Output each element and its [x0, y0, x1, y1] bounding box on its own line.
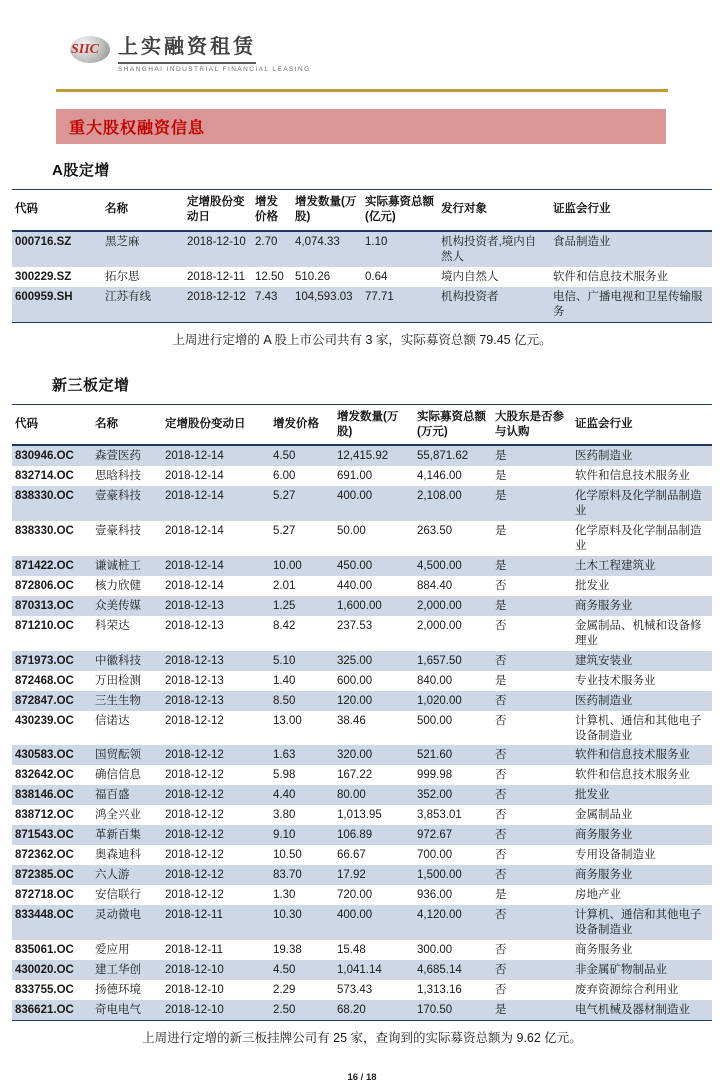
table-cell: 否 [495, 654, 507, 667]
table-cell: 836621.OC [15, 1003, 74, 1016]
page-number: 16 / 18 [347, 1071, 377, 1083]
table-cell: 思晗科技 [95, 470, 141, 483]
table-cell: 2018-12-12 [187, 290, 246, 303]
table-cell: 38.46 [337, 714, 366, 727]
table-cell: 核力欣健 [95, 580, 141, 592]
table-cell: 2018-12-10 [165, 983, 224, 996]
table-cell: 灵动微电 [95, 908, 141, 921]
table-cell: 6.00 [273, 470, 296, 483]
gold-divider [56, 89, 668, 92]
table-row [12, 445, 712, 466]
table-cell: 化学原料及化学制品制造业 [575, 490, 702, 518]
table-cell: 838330.OC [15, 525, 74, 538]
table-cell: 1.30 [273, 889, 296, 901]
table-cell: 838712.OC [15, 809, 74, 822]
table-cell: 870313.OC [15, 599, 74, 612]
table-cell: 2018-12-14 [165, 450, 224, 463]
table-cell: 1.25 [273, 599, 296, 612]
table-cell: 884.40 [417, 580, 453, 592]
table-cell: 商务服务业 [575, 599, 633, 612]
table-cell: 2018-12-14 [165, 580, 224, 592]
table-cell: 商务服务业 [575, 829, 633, 842]
table-row [12, 231, 712, 267]
table-cell: 软件和信息技术服务业 [575, 470, 690, 483]
table-cell: 12,415.92 [337, 450, 389, 463]
table-cell: 2018-12-12 [165, 789, 224, 802]
table-cell: 奥森迪科 [95, 849, 141, 862]
table-row [12, 885, 712, 905]
table-cell: 500.00 [417, 714, 453, 727]
table-cell: 2.50 [273, 1003, 296, 1016]
table-cell: 壹豪科技 [95, 490, 141, 503]
table-cell: 商务服务业 [575, 869, 633, 882]
table-cell: 1,013.95 [337, 809, 382, 822]
table-cell: 众美传媒 [95, 599, 141, 612]
table-cell: 19.38 [273, 943, 302, 956]
table-cell: 否 [495, 908, 507, 921]
table-cell: 房地产业 [575, 889, 621, 901]
table-cell: 521.60 [417, 749, 453, 762]
table-row [12, 785, 712, 805]
table-cell: 1,041.14 [337, 963, 382, 976]
table-cell: 700.00 [417, 849, 453, 862]
table-row [12, 466, 712, 486]
table-cell: 2018-12-12 [165, 869, 224, 882]
table-cell: 2.29 [273, 983, 296, 996]
table-cell: 15.48 [337, 943, 366, 956]
table-cell: 55,871.62 [417, 450, 469, 463]
table-row [12, 905, 712, 940]
brand-logo-group [70, 30, 724, 73]
table-cell: 13.00 [273, 714, 302, 727]
table-cell: 金属制品、机械和设备修理业 [575, 619, 702, 647]
table-cell: 土木工程建筑业 [575, 560, 656, 573]
table-cell: 否 [495, 789, 507, 802]
banner-title: 重大股权融资信息 [69, 120, 206, 137]
table-cell: 2018-12-12 [165, 749, 224, 762]
table-cell: 5.27 [273, 490, 296, 503]
table-cell: 是 [495, 599, 507, 612]
table-cell: 建筑安装业 [575, 654, 633, 667]
table-cell: 691.00 [337, 470, 373, 483]
table-cell: 福百盛 [95, 789, 130, 802]
table-cell: 爱应用 [95, 943, 130, 956]
table-cell: 机构投资者,境内自然人 [441, 235, 537, 263]
a-share-placement-table [12, 189, 712, 323]
table-cell: 2018-12-13 [165, 654, 224, 667]
table-row [12, 765, 712, 785]
table-cell: 中徽科技 [95, 654, 141, 667]
table-cell: 2018-12-13 [165, 599, 224, 612]
table-cell: 软件和信息技术服务业 [575, 749, 690, 762]
table-cell: 2018-12-10 [187, 235, 246, 248]
table-cell: 2018-12-12 [165, 849, 224, 862]
column-header: 实际募资总额(万元) [414, 404, 492, 445]
table-cell: 4,120.00 [417, 908, 462, 921]
brand-name-en: SHANGHAI INDUSTRIAL FINANCIAL LEASING [118, 66, 311, 73]
table-cell: 1,657.50 [417, 654, 462, 667]
table-cell: 商务服务业 [575, 943, 633, 956]
table-cell: 谦诚桩工 [95, 560, 141, 573]
a-share-summary: 上周进行定增的 A 股上市公司共有 3 家，实际募资总额 79.45 亿元。 [172, 332, 552, 347]
table-cell: 2018-12-10 [165, 1003, 224, 1016]
table-cell: 167.22 [337, 769, 373, 782]
column-header: 代码 [12, 190, 102, 231]
table-cell: 720.00 [337, 889, 373, 901]
table-row [12, 825, 712, 845]
table-cell: 600959.SH [15, 290, 73, 303]
table-row [12, 671, 712, 691]
table-cell: 3.80 [273, 809, 296, 822]
table-cell: 400.00 [337, 908, 373, 921]
table-cell: 573.43 [337, 983, 373, 996]
table-cell: 否 [495, 943, 507, 956]
table-cell: 440.00 [337, 580, 373, 592]
column-header: 证监会行业 [550, 190, 712, 231]
table-cell: 835061.OC [15, 943, 74, 956]
column-header: 代码 [12, 404, 92, 445]
siic-logo-text: SIIC [71, 42, 100, 57]
column-header: 定增股份变动日 [184, 190, 252, 231]
section-title-a-share: A股定增 [52, 162, 110, 179]
table-cell: 830946.OC [15, 450, 74, 463]
table-cell: 否 [495, 829, 507, 842]
table-cell: 计算机、通信和其他电子设备制造业 [575, 908, 702, 936]
table-body [12, 445, 712, 1020]
table-row [12, 960, 712, 980]
table-cell: 871973.OC [15, 654, 74, 667]
table-cell: 2018-12-13 [165, 674, 224, 687]
column-header: 名称 [92, 404, 162, 445]
table-cell: 600.00 [337, 674, 373, 687]
table-cell: 300229.SZ [15, 270, 72, 283]
table-cell: 否 [495, 714, 507, 727]
table-cell: 833755.OC [15, 983, 74, 996]
table-cell: 医药制造业 [575, 450, 633, 463]
table-cell: 是 [495, 490, 507, 503]
table-row [12, 651, 712, 671]
table-cell: 化学原料及化学制品制造业 [575, 525, 702, 553]
table-cell: 832642.OC [15, 769, 74, 782]
table-cell: 5.27 [273, 525, 296, 538]
table-cell: 2.01 [273, 580, 296, 592]
table-cell: 1.40 [273, 674, 296, 687]
siic-globe-icon [70, 36, 110, 63]
table-cell: 医药制造业 [575, 694, 633, 707]
table-header-row [12, 190, 712, 231]
table-row [12, 521, 712, 556]
table-cell: 万田检测 [95, 674, 141, 687]
table-row [12, 1000, 712, 1020]
table-cell: 872362.OC [15, 849, 74, 862]
neeq-placement-table [12, 404, 712, 1021]
table-cell: 2018-12-14 [165, 560, 224, 573]
table-cell: 104,593.03 [295, 290, 353, 303]
table-cell: 扬德环境 [95, 983, 141, 996]
table-cell: 金属制品业 [575, 809, 633, 822]
table-cell: 2018-12-12 [165, 769, 224, 782]
table-cell: 否 [495, 769, 507, 782]
table-cell: 68.20 [337, 1003, 366, 1016]
table-cell: 六人游 [95, 869, 130, 882]
table-cell: 否 [495, 983, 507, 996]
table-cell: 专业技术服务业 [575, 674, 656, 687]
neeq-summary: 上周进行定增的新三板挂牌公司有 25 家，查询到的实际募资总额为 9.62 亿元。 [142, 1030, 582, 1045]
column-header: 证监会行业 [572, 404, 712, 445]
table-cell: 1.63 [273, 749, 296, 762]
table-cell: 4,146.00 [417, 470, 462, 483]
table-row [12, 691, 712, 711]
table-cell: 352.00 [417, 789, 453, 802]
table-cell: 1,500.00 [417, 869, 462, 882]
table-cell: 325.00 [337, 654, 373, 667]
table-cell: 是 [495, 450, 507, 463]
table-cell: 2018-12-12 [165, 889, 224, 901]
table-cell: 430583.OC [15, 749, 74, 762]
table-cell: 森萱医药 [95, 450, 141, 463]
table-cell: 2018-12-14 [165, 470, 224, 483]
table-cell: 8.50 [273, 694, 296, 707]
table-cell: 10.30 [273, 908, 302, 921]
table-cell: 83.70 [273, 869, 302, 882]
table-cell: 黑芝麻 [105, 235, 140, 248]
table-row [12, 745, 712, 765]
table-cell: 革新百集 [95, 829, 141, 842]
table-cell: 建工华创 [95, 963, 141, 976]
table-cell: 8.42 [273, 619, 296, 632]
table-cell: 2018-12-11 [165, 943, 223, 956]
table-cell: 10.00 [273, 560, 302, 573]
table-cell: 872385.OC [15, 869, 74, 882]
table-cell: 信诺达 [95, 714, 130, 727]
table-cell: 2018-12-12 [165, 714, 224, 727]
table-cell: 4.50 [273, 963, 296, 976]
brand-name-cn: 上实融资租赁 [118, 30, 256, 64]
table-cell: 300.00 [417, 943, 453, 956]
table-cell: 计算机、通信和其他电子设备制造业 [575, 714, 702, 742]
table-cell: 4,500.00 [417, 560, 462, 573]
table-cell: 7.43 [255, 290, 278, 303]
table-cell: 833448.OC [15, 908, 74, 921]
table-cell: 000716.SZ [15, 235, 72, 248]
table-cell: 972.67 [417, 829, 453, 842]
table-cell: 境内自然人 [441, 270, 499, 283]
table-header-row [12, 404, 712, 445]
table-cell: 2,000.00 [417, 599, 462, 612]
table-cell: 1,313.16 [417, 983, 462, 996]
table-cell: 66.67 [337, 849, 366, 862]
table-cell: 电信、广播电视和卫星传输服务 [553, 290, 703, 318]
column-header: 发行对象 [438, 190, 550, 231]
table-cell: 832714.OC [15, 470, 74, 483]
table-cell: 4,074.33 [295, 235, 340, 248]
table-cell: 1,600.00 [337, 599, 382, 612]
table-cell: 批发业 [575, 580, 610, 592]
table-cell: 430239.OC [15, 714, 74, 727]
table-cell: 9.10 [273, 829, 296, 842]
column-header: 定增股份变动日 [162, 404, 270, 445]
table-cell: 废弃资源综合利用业 [575, 983, 679, 996]
table-cell: 120.00 [337, 694, 373, 707]
table-cell: 壹豪科技 [95, 525, 141, 538]
table-cell: 是 [495, 889, 507, 901]
column-header: 增发价格 [270, 404, 334, 445]
table-cell: 0.64 [365, 270, 388, 283]
table-row [12, 845, 712, 865]
table-cell: 2,108.00 [417, 490, 462, 503]
table-row [12, 711, 712, 746]
table-cell: 872806.OC [15, 580, 74, 592]
table-row [12, 576, 712, 596]
table-cell: 江苏有线 [105, 290, 151, 303]
table-cell: 1,020.00 [417, 694, 462, 707]
table-cell: 奇电电气 [95, 1003, 141, 1016]
table-row [12, 267, 712, 287]
table-row [12, 865, 712, 885]
table-cell: 非金属矿物制品业 [575, 963, 667, 976]
table-cell: 是 [495, 470, 507, 483]
table-cell: 4.40 [273, 789, 296, 802]
table-cell: 2.70 [255, 235, 278, 248]
table-cell: 4.50 [273, 450, 296, 463]
table-cell: 838146.OC [15, 789, 74, 802]
table-cell: 936.00 [417, 889, 453, 901]
column-header: 大股东是否参与认购 [492, 404, 572, 445]
table-cell: 确信信息 [95, 769, 141, 782]
table-cell: 999.98 [417, 769, 453, 782]
table-cell: 2018-12-11 [187, 270, 245, 283]
column-header: 增发数量(万股) [292, 190, 362, 231]
table-cell: 1.10 [365, 235, 388, 248]
column-header: 增发数量(万股) [334, 404, 414, 445]
table-cell: 5.98 [273, 769, 296, 782]
table-cell: 430020.OC [15, 963, 74, 976]
table-row [12, 287, 712, 322]
table-cell: 80.00 [337, 789, 366, 802]
table-cell: 4,685.14 [417, 963, 462, 976]
table-cell: 专用设备制造业 [575, 849, 656, 862]
table-cell: 2018-12-10 [165, 963, 224, 976]
table-cell: 237.53 [337, 619, 373, 632]
table-row [12, 486, 712, 521]
table-cell: 否 [495, 619, 507, 632]
table-cell: 5.10 [273, 654, 296, 667]
table-cell: 科荣达 [95, 619, 130, 632]
table-cell: 2018-12-13 [165, 694, 224, 707]
table-cell: 77.71 [365, 290, 394, 303]
table-cell: 是 [495, 560, 507, 573]
table-body [12, 231, 712, 322]
table-cell: 838330.OC [15, 490, 74, 503]
table-cell: 12.50 [255, 270, 284, 283]
table-cell: 170.50 [417, 1003, 453, 1016]
table-cell: 871210.OC [15, 619, 74, 632]
table-cell: 872468.OC [15, 674, 74, 687]
table-cell: 安信联行 [95, 889, 141, 901]
column-header: 增发价格 [252, 190, 292, 231]
table-cell: 国贸酝领 [95, 749, 141, 762]
table-cell: 872718.OC [15, 889, 74, 901]
table-cell: 鸿全兴业 [95, 809, 141, 822]
table-cell: 10.50 [273, 849, 302, 862]
table-cell: 2018-12-12 [165, 829, 224, 842]
table-cell: 840.00 [417, 674, 453, 687]
brand-text-block [118, 30, 311, 73]
header [0, 0, 724, 92]
table-cell: 是 [495, 1003, 507, 1016]
table-cell: 食品制造业 [553, 235, 611, 248]
table-cell: 是 [495, 525, 507, 538]
section-title-neeq: 新三板定增 [52, 376, 130, 394]
table-cell: 否 [495, 694, 507, 707]
table-cell: 电气机械及器材制造业 [575, 1003, 690, 1016]
table-cell: 否 [495, 849, 507, 862]
table-cell: 871422.OC [15, 560, 74, 573]
table-cell: 三生生物 [95, 694, 141, 707]
table-cell: 400.00 [337, 490, 373, 503]
table-cell: 机构投资者 [441, 290, 499, 303]
table-cell: 否 [495, 963, 507, 976]
table-cell: 拓尔思 [105, 270, 140, 283]
table-row [12, 980, 712, 1000]
table-cell: 是 [495, 674, 507, 687]
table-cell: 2018-12-13 [165, 619, 224, 632]
table-row [12, 556, 712, 576]
table-cell: 450.00 [337, 560, 373, 573]
table-cell: 2018-12-11 [165, 908, 223, 921]
table-row [12, 940, 712, 960]
table-cell: 3,853.01 [417, 809, 462, 822]
table-cell: 871543.OC [15, 829, 74, 842]
table-cell: 2,000.00 [417, 619, 462, 632]
table-cell: 批发业 [575, 789, 610, 802]
table-cell: 软件和信息技术服务业 [575, 769, 690, 782]
table-cell: 2018-12-12 [165, 809, 224, 822]
table-cell: 2018-12-14 [165, 490, 224, 503]
table-cell: 否 [495, 580, 507, 592]
table-row [12, 616, 712, 651]
column-header: 实际募资总额(亿元) [362, 190, 438, 231]
table-row [12, 596, 712, 616]
table-cell: 否 [495, 869, 507, 882]
table-cell: 否 [495, 749, 507, 762]
column-header: 名称 [102, 190, 184, 231]
section-banner [56, 109, 666, 144]
table-cell: 2018-12-14 [165, 525, 224, 538]
table-cell: 软件和信息技术服务业 [553, 270, 668, 283]
table-row [12, 805, 712, 825]
table-cell: 872847.OC [15, 694, 74, 707]
table-cell: 否 [495, 809, 507, 822]
table-cell: 50.00 [337, 525, 366, 538]
table-cell: 106.89 [337, 829, 373, 842]
table-cell: 510.26 [295, 270, 331, 283]
table-cell: 263.50 [417, 525, 453, 538]
table-cell: 320.00 [337, 749, 373, 762]
table-cell: 17.92 [337, 869, 366, 882]
